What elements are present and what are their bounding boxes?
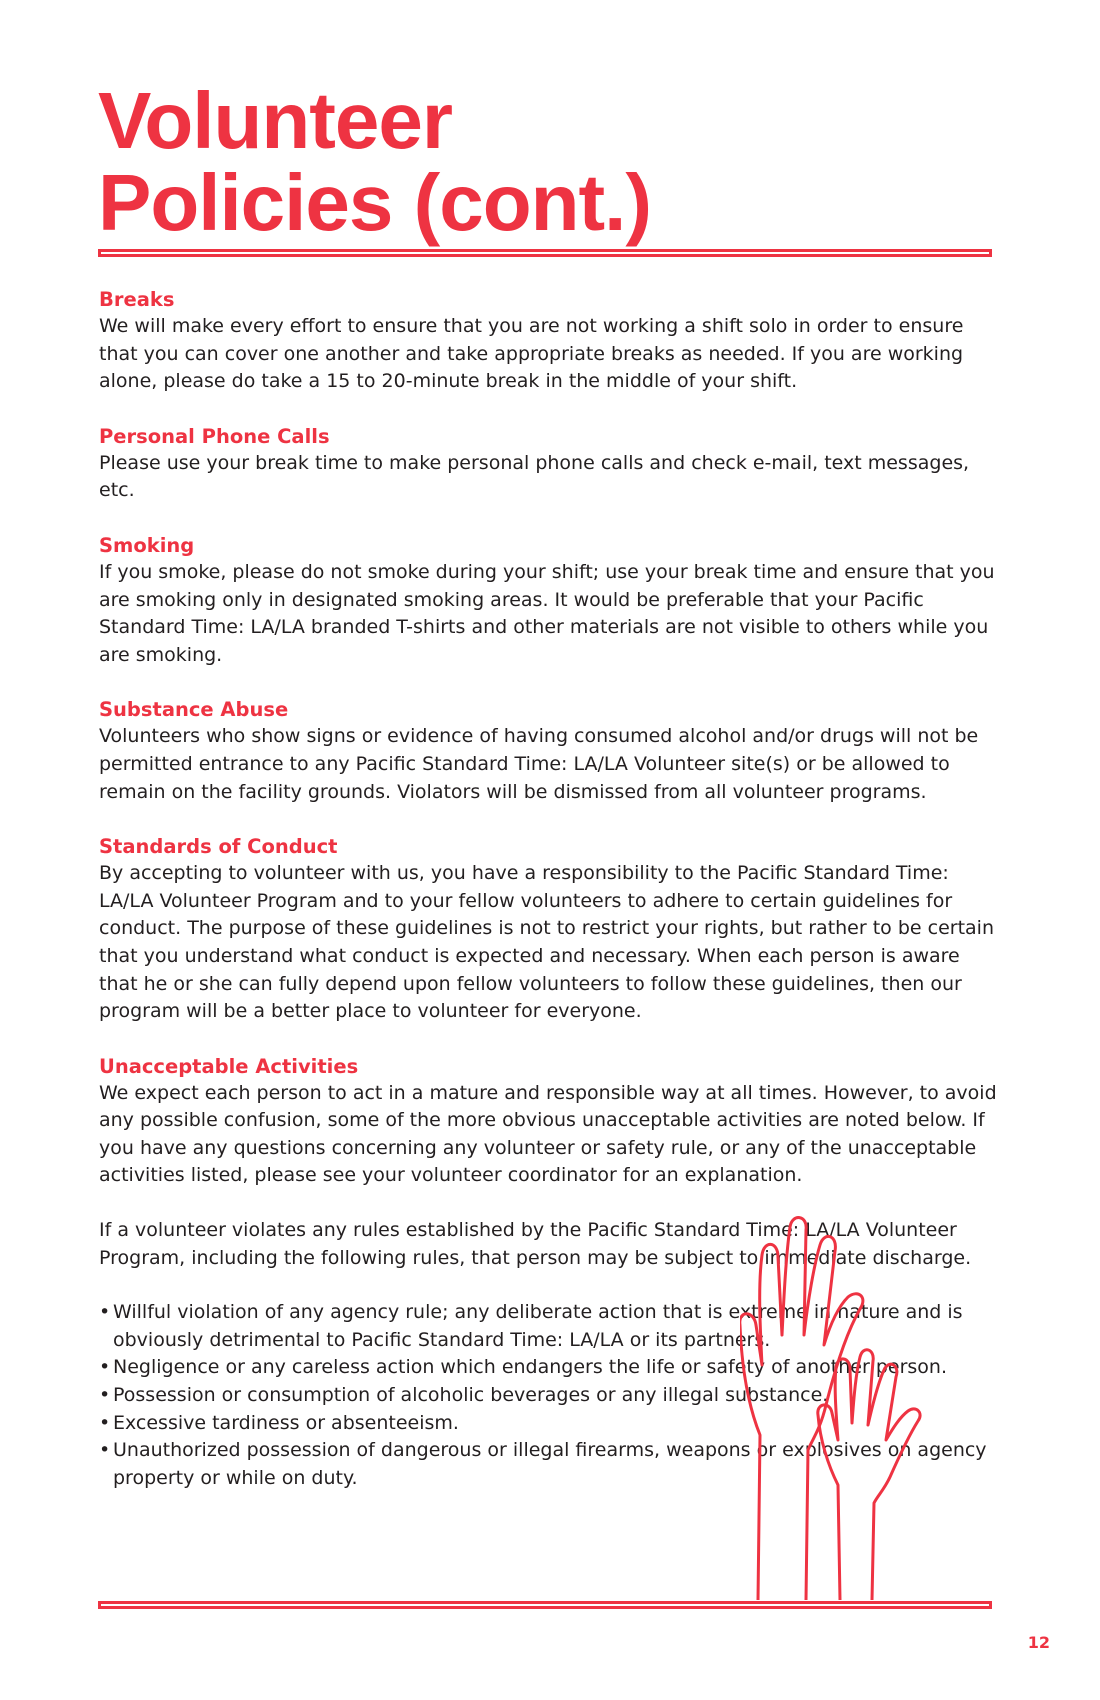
section-smoking	[99, 532, 1004, 669]
raised-hands-icon	[740, 1215, 950, 1600]
section-body: By accepting to volunteer with us, you have a responsibility to the Pacific Standard Time: LA/LA Volunteer Program and to your fellow volunteers to adhere to certain guidelines for conduct. The purpose of these guidelines is not to restrict your rights, but rather to be certain that you understand what conduct is expected and necessary. When each person is aware that he or she can fully depend upon fellow volunteers to follow these guidelines, then our program will be a better place to volunteer for everyone.	[99, 862, 994, 1023]
section-substance-abuse	[99, 696, 1004, 806]
section-heading: Breaks	[99, 288, 175, 311]
list-item: • Unauthorized possession of dangerous or illegal firearms, weapons or explosives on agency property or while on duty.	[99, 1437, 1004, 1492]
page-title-line-2: Policies (cont.)	[98, 158, 651, 247]
list-item: • Excessive tardiness or absenteeism.	[99, 1410, 1004, 1438]
list-item: • Negligence or any careless action which endangers the life or safety of another person.	[99, 1354, 1004, 1382]
section-standards-of-conduct	[99, 833, 1004, 1026]
section-body: We will make every effort to ensure that you are not working a shift solo in order to ensure that you can cover one another and take appropriate breaks as needed. If you are working alone, please do take a 15 to 20-minute break in the middle of your shift.	[99, 315, 964, 393]
section-heading: Substance Abuse	[99, 698, 289, 722]
section-personal-phone-calls	[99, 423, 1004, 505]
list-item: • Possession or consumption of alcoholic beverages or any illegal substance.	[99, 1382, 1004, 1410]
section-body: If a volunteer violates any rules established by the Pacific Standard Time: LA/LA Volunteer Program, including the following rules, that person may be subject to immediate discharge.	[99, 1219, 972, 1269]
section-heading: Personal Phone Calls	[99, 424, 330, 448]
section-heading: Standards of Conduct	[99, 835, 338, 859]
section-heading: Unacceptable Activities	[99, 1054, 359, 1078]
section-heading: Smoking	[99, 533, 195, 557]
section-body: Please use your break time to make personal phone calls and check e-mail, text messages, etc.	[99, 451, 970, 502]
page-number: 12	[1027, 1633, 1050, 1652]
section-breaks	[99, 286, 1004, 396]
section-body: Volunteers who show signs or evidence of having consumed alcohol and/or drugs will not be permitted entrance to any Pacific Standard Time: LA/LA Volunteer site(s) or be allowed to remain on the facility grounds. Violators will be dismissed from all volunteer programs.	[99, 725, 979, 803]
page-title-line-1: Volunteer	[98, 76, 453, 165]
section-body: If you smoke, please do not smoke during your shift; use your break time and ensure that you are smoking only in designated smoking areas. It would be preferable that your Pacific Standard Time: LA/LA branded T-shirts and other materials are not visible to others while you are smoking.	[99, 560, 995, 666]
top-divider	[98, 249, 992, 257]
bottom-divider	[98, 1601, 992, 1609]
section-body: We expect each person to act in a mature and responsible way at all times. However, to avoid any possible confusion, some of the more obvious unacceptable activities are noted below. If you have any questions concerning any volunteer or safety rule, or any of the unacceptable activities listed, please see your volunteer coordinator for an explanation.	[99, 1081, 997, 1187]
page-title	[98, 76, 651, 247]
list-item: • Willful violation of any agency rule; any deliberate action that is extreme in nature and is obviously detrimental to Pacific Standard Time: LA/LA or its partners.	[99, 1299, 1004, 1354]
